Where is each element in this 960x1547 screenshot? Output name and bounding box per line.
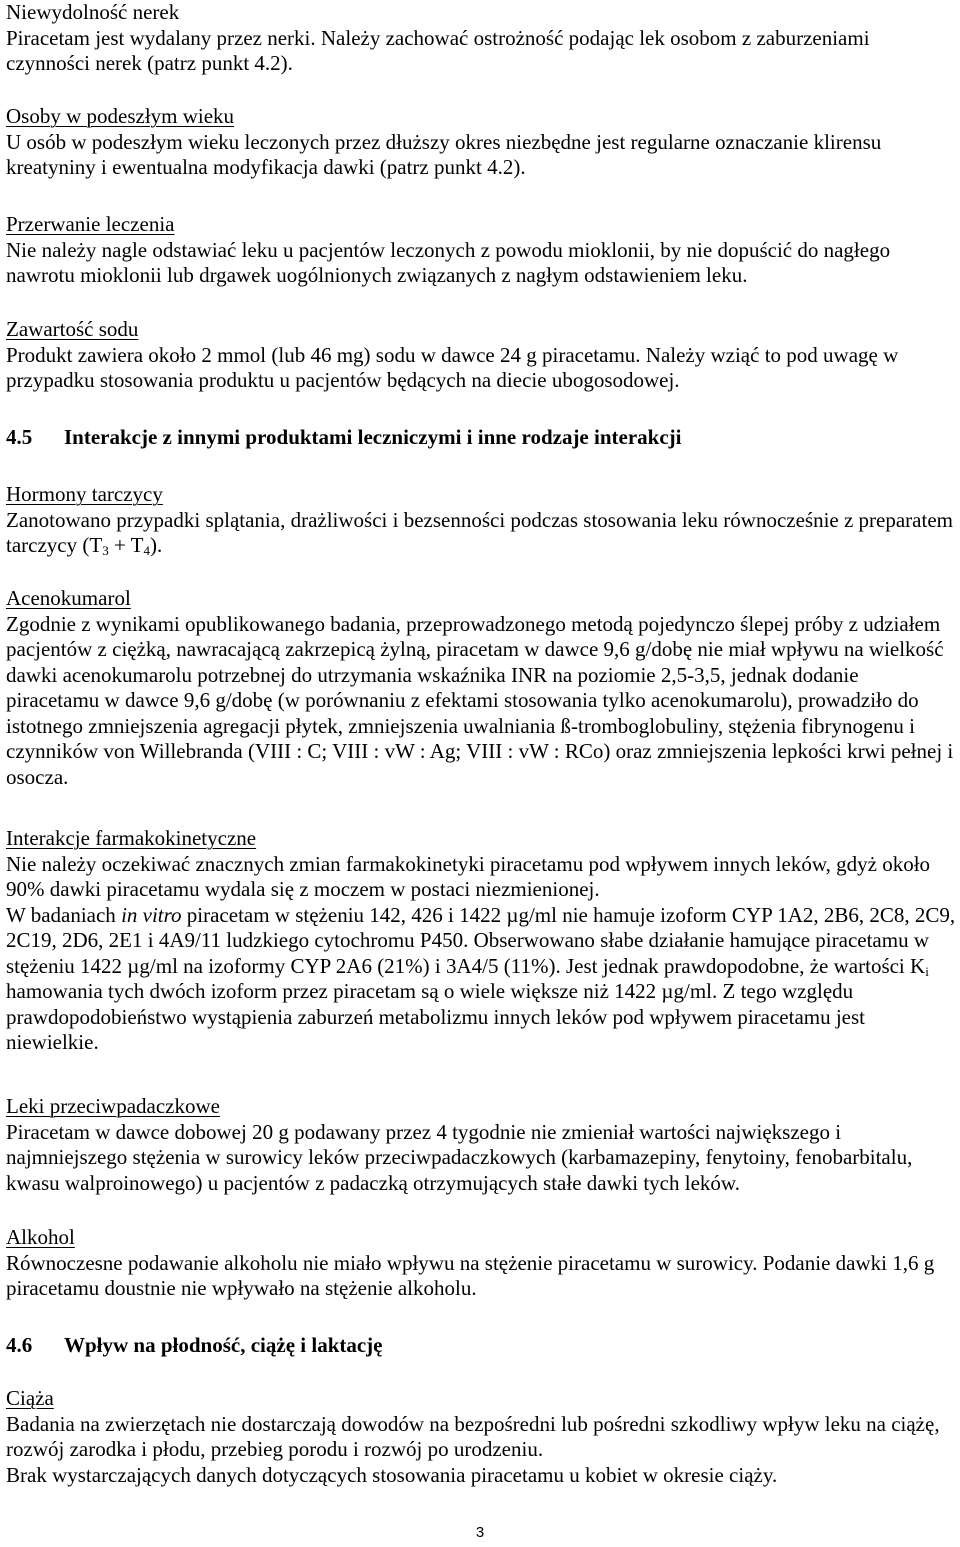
section-text: Nie należy nagle odstawiać leku u pacjentów leczonych z powodu mioklonii, by nie dopuścić do nagłego nawrotu mioklonii lub drgawek uogólnionych związanych z nagłym odstawieniem leku. [6,237,891,287]
section-elderly [6,104,956,181]
section-text: W badaniach in vitro piracetam w stężeniu 142, 426 i 1422 µg/ml nie hamuje izoform CYP 1A2, 2B6, 2C8, 2C9, 2C19, 2D6, 2E1 i 4A9/11 ludzkiego cytochromu P450. Obserwowano słabe działanie hamujące piracetamu w stężeniu 1422 µg/ml na izoformy CYP 2A6 (21%) i 3A4/5 (11%). Jest jednak prawdopodobne, że wartości $K_i$ hamowania tych dwóch izoform przez piracetam są o wiele większe niż 1422 µg/ml. Z tego względu prawdopodobieństwo wystąpienia zaburzeń metabolizmu innych leków pod wpływem piracetamu jest niewielkie. [6,902,956,1054]
page-number: 3 [475,1524,485,1541]
heading-4-5 [6,425,956,451]
section-text: Równoczesne podawanie alkoholu nie miało wpływu na stężenie piracetamu w surowicy. Podanie dawki 1,6 g piracetamu doustnie nie wpływało na stężenie alkoholu. [6,1250,935,1300]
section-title: Alkohol [6,1225,75,1249]
heading-number: 4.5 [6,425,33,449]
section-text: Produkt zawiera około 2 mmol (lub 46 mg) sodu w dawce 24 g piracetamu. Należy wziąć to pod uwagę w przypadku stosowania produktu u pacjentów będących na diecie ubogosodowej. [6,342,899,392]
section-text: Zgodnie z wynikami opublikowanego badania, przeprowadzonego metodą pojedynczo ślepej próby z udziałem pacjentów z ciężką, nawracającą zakrzepicą żylną, piracetam w dawce 9,6 g/dobę nie miał wpływu na wielkość dawki acenokumarolu potrzebnej do utrzymania wskaźnika INR na poziomie 2,5-3,5, jednak dodanie piracetamu w dawce 9,6 g/dobę (w porównaniu z efektami stosowania tylko acenokumarolu), prowadziło do istotnego zmniejszenia agregacji płytek, zmniejszenia uwalniania ß-tromboglobuliny, stężenia fibrynogenu i czynników von Willebranda (VIII : C; VIII : vW : Ag; VIII : vW : RCo) oraz zmniejszenia lepkości krwi pełnej i osocza. [6,611,954,789]
section-alcohol [6,1225,956,1302]
section-pharmacokinetic-interactions [6,826,956,1056]
section-text: Piracetam jest wydalany przez nerki. Należy zachować ostrożność podając lek osobom z zaburzeniami czynności nerek (patrz punkt 4.2). [6,25,870,75]
section-title: Hormony tarczycy [6,482,163,506]
section-pregnancy [6,1386,956,1488]
heading-title: Wpływ na płodność, ciążę i laktację [64,1333,383,1357]
heading-4-6 [6,1333,956,1359]
heading-title: Interakcje z innymi produktami leczniczymi i inne rodzaje interakcji [64,425,682,449]
section-text: Zanotowano przypadki splątania, drażliwości i bezsenności podczas stosowania leku równocześnie z preparatem tarczycy $(T_3 + T_4)$. [6,507,953,558]
section-title: Acenokumarol [6,586,131,610]
section-antiepileptics [6,1094,956,1196]
section-title: Przerwanie leczenia [6,212,175,236]
section-acenocoumarol [6,586,956,790]
section-title: Ciąża [6,1386,54,1410]
section-text: U osób w podeszłym wieku leczonych przez dłuższy okres niezbędne jest regularne oznaczanie klirensu kreatyniny i ewentualna modyfikacja dawki (patrz punkt 4.2). [6,129,882,179]
section-text: Badania na zwierzętach nie dostarczają dowodów na bezpośredni lub pośredni szkodliwy wpływ leku na ciążę, rozwój zarodka i płodu, przebieg porodu i rozwój po urodzeniu. [6,1411,940,1461]
section-discontinuation [6,212,956,289]
section-text: Brak wystarczających danych dotyczących stosowania piracetamu u kobiet w okresie ciąży. [6,1462,778,1487]
section-sodium-content [6,317,956,394]
section-title: Osoby w podeszłym wieku [6,104,235,128]
section-title: Interakcje farmakokinetyczne [6,826,257,850]
section-renal-impairment [6,0,956,77]
section-text: Piracetam w dawce dobowej 20 g podawany przez 4 tygodnie nie zmieniał wartości największego i najmniejszego stężenia w surowicy leków przeciwpadaczkowych (karbamazepiny, fenytoiny, fenobarbitalu, kwasu walproinowego) u pacjentów z padaczką otrzymujących stałe dawki tych leków. [6,1119,913,1195]
section-title: Niewydolność nerek [6,0,180,24]
heading-number: 4.6 [6,1333,33,1357]
section-text: Nie należy oczekiwać znacznych zmian farmakokinetyki piracetamu pod wpływem innych leków, gdyż około 90% dawki piracetamu wydala się z moczem w postaci niezmienionej. [6,851,931,901]
section-title: Zawartość sodu [6,317,139,341]
section-title: Leki przeciwpadaczkowe [6,1094,220,1118]
section-thyroid-hormones [6,482,956,559]
